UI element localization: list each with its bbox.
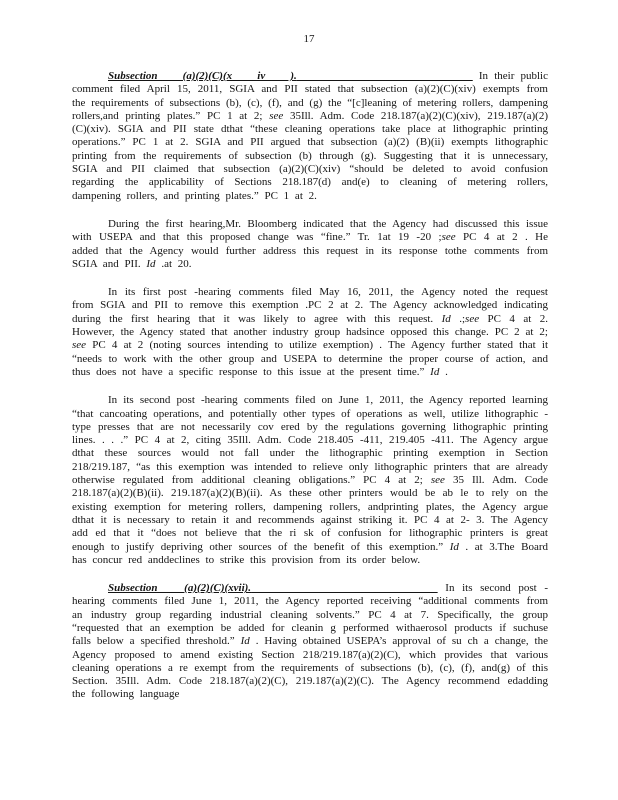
paragraph-text: In its first post -hearing comments filed May 16, 2011, the Agency noted the request from SGIA and PII to remove this exemption .PC 2 at 2. The Agency acknowledged indicating during the first hearing that it was likely to agree with this request. [72, 286, 548, 325]
citation-signal: Id [240, 635, 250, 648]
citation-signal: Id [449, 540, 459, 553]
paragraph-text: PC 4 at 2 . He added that the Agency would further address this request in its response tothe comments from SGIA and PII. [72, 231, 548, 270]
citation-signal: see [465, 312, 480, 325]
subsection-heading: Subsection (a)(2)(C)(xvii). [108, 582, 252, 595]
paragraph-text: 35 Ill. Adm. Code 218.187(a)(2)(B)(ii). 219.187(a)(2)(B)(ii). As these other printers would be ab le to rely on the existing exemption for metering rollers, dampening rollers, andprinting plates, the Agency argue dthat it is necessary to retain it and recommends against striking it. PC 4 at 2- 3. The Agency add ed that it “does not believe that the ri sk of confusion for lithographic printers is great enough to justify depriving other sources of the benefit of this exemption.” [72, 474, 548, 553]
citation-signal: Id [146, 257, 156, 270]
citation-signal: see [441, 231, 456, 244]
paragraph-text: In their public comment filed April 15, 2011, SGIA and PII stated that subsection (a)(2)(C)(xiv) exempts from the requirements of subsections (b), (c), (f), and (g) the “[c]leaning of metering rollers, dampening rollers,and printing plates.” PC 1 at 2; [72, 70, 548, 122]
citation-signal: see [269, 109, 284, 122]
paragraph-text: 35Ill. Adm. Code 218.187(a)(2)(C)(xiv), 219.187(a)(2)(C)(xiv). SGIA and PII state dthat “these cleaning operations take place at lithographic printing operations.” PC 1 at 2. SGIA and PII argued that subsection (a)(2) (B)(ii) exempts lithographic printing from the requirements of subsection (b) through (g). Suggesting that it is unnecessary, SGIA and PII claimed that subsection (a)(2)(C)(xiv) “should be deleted to avoid confusion regarding the applicability of Sections 218.187(d) and(e) to cleaning of metering rollers, dampening rollers, and printing plates.” PC 1 at 2. [72, 109, 548, 202]
paragraph-text: .at 20. [155, 257, 192, 270]
paragraph [72, 394, 548, 567]
paragraph-text: .; [450, 312, 466, 325]
page-number: 17 [303, 33, 315, 45]
citation-signal: see [430, 474, 445, 487]
paragraph [72, 70, 548, 203]
paragraph-text: . at 3.The Board has concur red anddeclines to strike this provision from its order below. [72, 540, 548, 566]
paragraph-text: In its second post -hearing comments filed on June 1, 2011, the Agency reported learning “that cancoating operations, and potentially other types of operations as well, utilize lithographic -type presses that are not necessarily cov ered by the regulations governing lithographic printing lines. . . .” PC 4 at 2, citing 35Ill. Adm. Code 218.405 -411, 219.405 -411. The Agency argue dthat these sources would not fall under the lithographic printing exemption in Section 218/219.187, “as this exemption was intended to relieve only lithographic printers that are already otherwise regulated from additional cleaning obligations.” PC 4 at 2; [72, 394, 548, 487]
paragraph [72, 286, 548, 379]
citation-signal: Id [430, 365, 440, 378]
paragraph-text: In its second post -hearing comments filed June 1, 2011, the Agency reported receiving “additional comments from an industry group regarding industrial cleaning solvents.” PC 4 at 7. Specifically, the group “requested that an exemption be added for cleanin g performed withaerosol products if suchuse falls below a specified threshold.” [72, 582, 549, 648]
paragraph-text: . Having obtained USEPA’s approval of su ch a change, the Agency proposed to amend existing Section 218/219.187(a)(2)(C), which provides that various cleaning operations a re exempt from the requirements of subsections (b), (c), (f), and(g) of this Section. 35Ill. Adm. Code 218.187(a)(2)(C), 219.187(a)(2)(C). The Agency recommend edadding the following language [72, 635, 548, 701]
paragraph-text: . [439, 365, 448, 378]
paragraph-text: PC 4 at 2. However, the Agency stated that another industry group hadsince opposed this change. PC 2 at 2; [72, 312, 548, 339]
paragraph-text: PC 4 at 2 (noting sources intending to utilize exemption) . The Agency further stated that it “needs to work with the other group and USEPA to determine the proper course of action, and thus does not have a specific response to this issue at the present time.” [72, 339, 548, 378]
citation-signal: Id [441, 312, 451, 325]
document-body [0, 46, 618, 702]
citation-signal: see [72, 339, 87, 352]
subsection-heading: Subsection (a)(2)(C)(x iv ). [108, 70, 297, 82]
paragraph-text: During the first hearing,Mr. Bloomberg indicated that the Agency had discussed this issue with USEPA and that this proposed change was “fine.” Tr. 1at 19 -20 ; [72, 217, 548, 244]
paragraph [72, 582, 548, 702]
paragraph [72, 218, 548, 271]
